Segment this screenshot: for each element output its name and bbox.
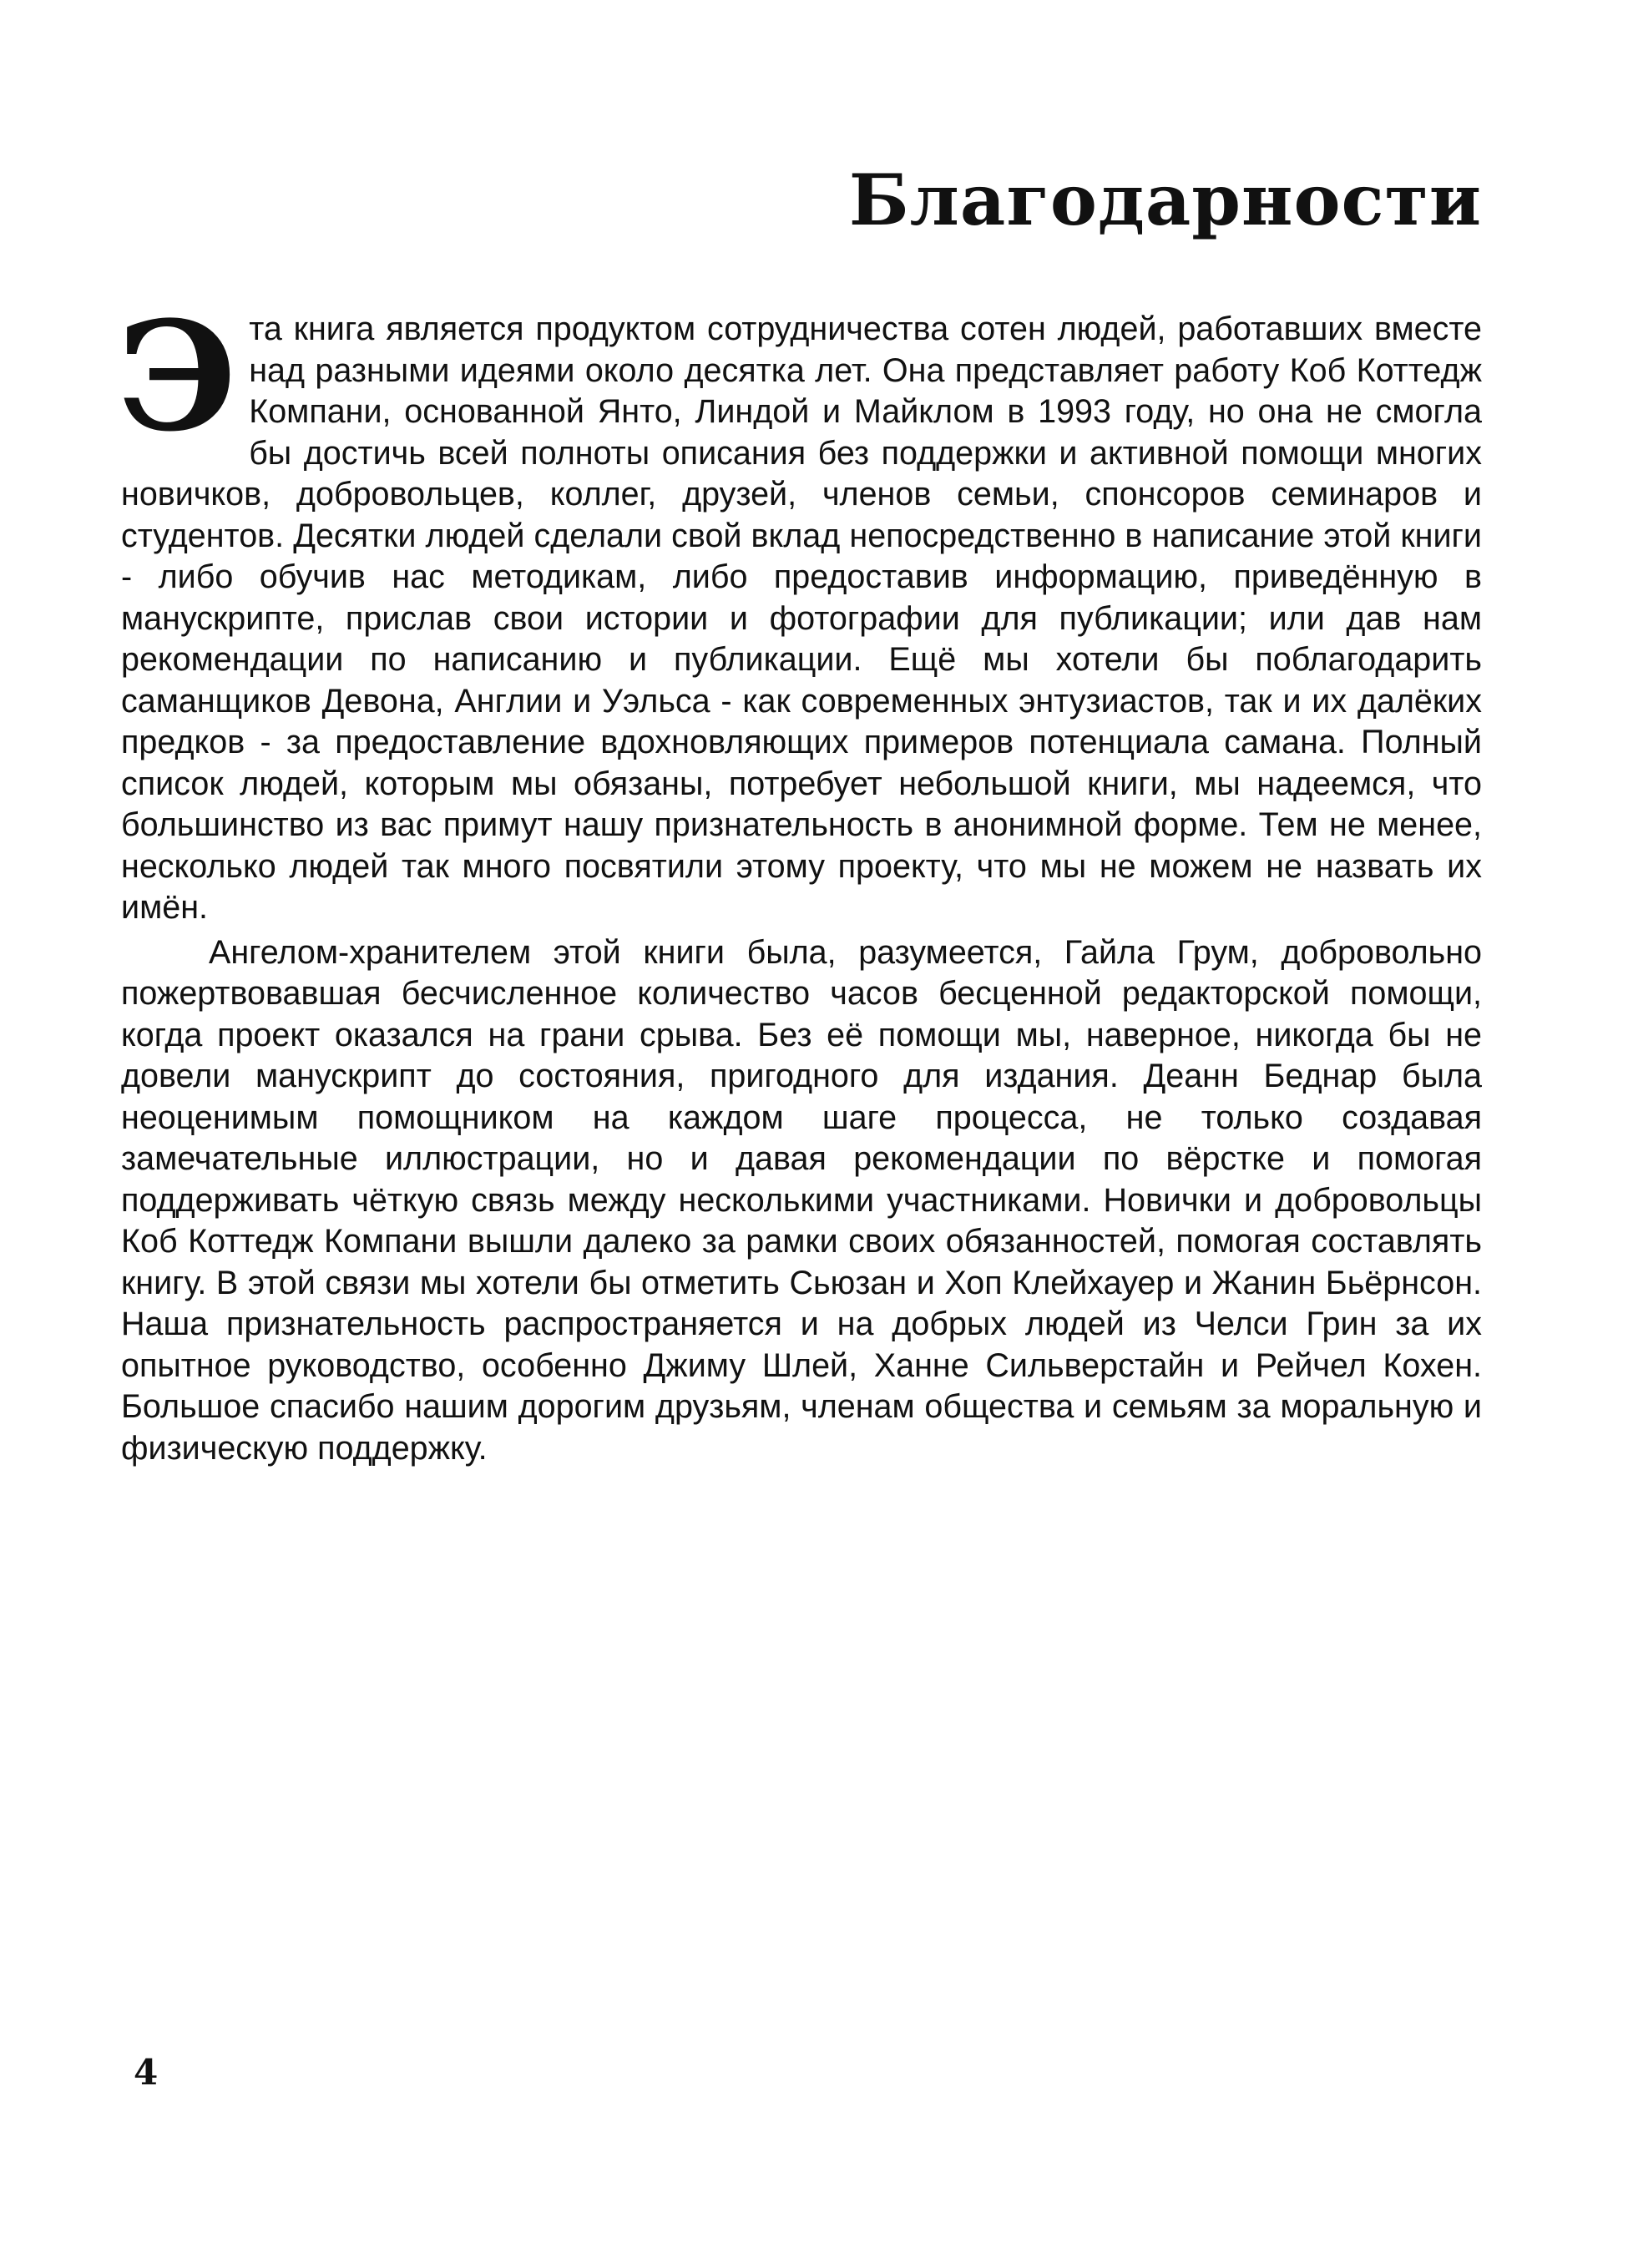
- drop-cap: Э: [118, 289, 238, 465]
- paragraph-2: Ангелом-хранителем этой книги была, разумеется, Гайла Грум, добровольно пожертвовавшая бесчисленное количество часов бесценной редакторской помощи, когда проект оказался на грани срыва. Без её помощи мы, наверное, никогда бы не довели манускрипт до состояния, пригодного для издания. Деанн Беднар была неоценимым помощником на каждом шаге процесса, не только создавая замечательные иллюстрации, но и давая рекомендации по вёрстке и помогая поддерживать чёткую связь между несколькими участниками. Новички и добровольцы Коб Коттедж Компани вышли далеко за рамки своих обязанностей, помогая составлять книгу. В этой связи мы хотели бы отметить Сьюзан и Хоп Клейхауер и Жанин Бьёрнсон. Наша признательность распространяется и на добрых людей из Челси Грин за их опытное руководство, особенно Джиму Шлей, Ханне Сильверстайн и Рейчел Кохен. Большое спасибо нашим дорогим друзьям, членам общества и семьям за моральную и физическую поддержку.: [121, 933, 1482, 1467]
- paragraph-1-text: та книга является продуктом сотрудничества сотен людей, работавших вместе над разными идеями около десятка лет. Она представляет работу Коб Коттедж Компани, основанной Янто, Линдой и Майклом в 1993 году, но она не смогла бы достичь всей полноты описания без поддержки и активной помощи многих новичков, добровольцев, коллег, друзей, членов семьи, спонсоров семинаров и студентов. Десятки людей сделали свой вклад непосредственно в написание этой книги - либо обучив нас методикам, либо предоставив информацию, приведённую в манускрипте, прислав свои истории и фотографии для публикации; или дав нам рекомендации по написанию и публикации. Ещё мы хотели бы поблагодарить саманщиков Девона, Англии и Уэльса - как современных энтузиастов, так и их далёких предков - за предоставление вдохновляющих примеров потенциала самана. Полный список людей, которым мы обязаны, потребует небольшой книги, мы надеемся, что большинство из вас примут нашу признательность в анонимной форме. Тем не менее, несколько людей так много посвятили этому проекту, что мы не можем не назвать их имён.: [121, 311, 1482, 926]
- body-text: [118, 289, 1482, 1469]
- paragraph-1: [118, 289, 1482, 929]
- page-title: Благодарности: [848, 159, 1482, 241]
- page-number: 4: [134, 2052, 159, 2093]
